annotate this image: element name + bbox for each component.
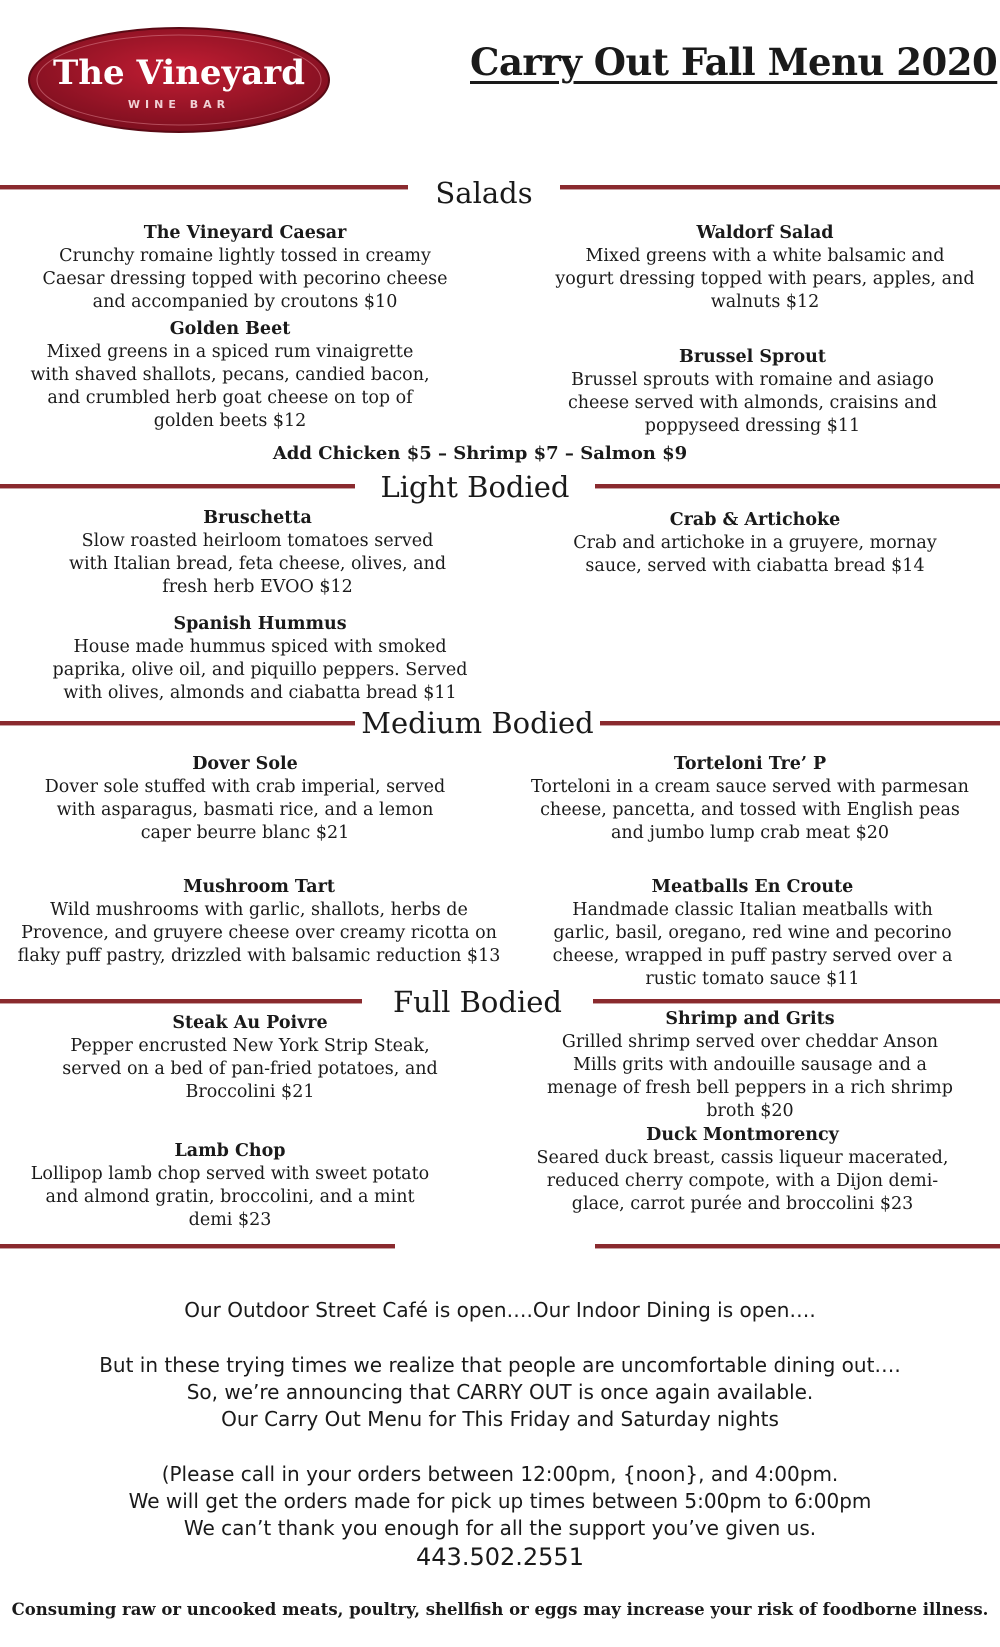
item-name: Bruschetta [203,508,312,528]
menu-item [525,1124,960,1216]
footer-line: But in these trying times we realize that people are uncomfortable dining out…. [99,1353,901,1377]
item-desc: Crab and artichoke in a gruyere, mornay sauce, served with ciabatta bread $14 [573,533,937,576]
menu-item [550,876,955,991]
divider [0,999,362,1004]
item-desc: Wild mushrooms with garlic, shallots, herbs de Provence, and gruyere cheese over creamy ricotta on flaky puff pastry, drizzled with balsamic reduction $13 [17,900,501,966]
item-desc: Seared duck breast, cassis liqueur macerated, reduced cherry compote, with a Dijon demi-glace, carrot purée and broccolini $23 [536,1148,949,1214]
item-name: The Vineyard Caesar [143,223,347,243]
footer-line: Our Outdoor Street Café is open….Our Indoor Dining is open…. [184,1298,816,1322]
menu-item [545,509,965,578]
menu-item [30,1140,430,1232]
divider [0,721,355,726]
item-desc: Torteloni in a cream sauce served with parmesan cheese, pancetta, and tossed with English peas and jumbo lump crab meat $20 [531,777,969,843]
logo [24,24,334,136]
menu-item [30,318,430,433]
item-name: Shrimp and Grits [665,1009,835,1029]
section-salads-heading: Salads [435,176,533,210]
divider [0,1244,395,1249]
menu-item [60,507,455,599]
menu-item [530,753,970,845]
logo-name: The Vineyard [52,53,306,93]
section-medium-heading: Medium Bodied [361,706,594,740]
item-desc: Slow roasted heirloom tomatoes served with Italian bread, feta cheese, olives, and fresh herb EVOO $12 [68,531,447,597]
item-name: Spanish Hummus [173,614,347,634]
menu-item [555,222,975,314]
item-name: Golden Beet [169,319,291,339]
food-disclaimer: Consuming raw or uncooked meats, poultry, shellfish or eggs may increase your risk of foodborne illness. [11,1600,989,1619]
section-light-heading: Light Bodied [380,470,570,504]
divider [0,185,408,190]
menu-item [545,346,960,438]
item-name: Brussel Sprout [679,347,826,367]
footer-line: We can’t thank you enough for all the support you’ve given us. [183,1516,817,1540]
footer-line: We will get the orders made for pick up times between 5:00pm to 6:00pm [128,1489,872,1513]
item-name: Torteloni Tre’ P [673,754,827,774]
salad-addons: Add Chicken $5 – Shrimp $7 – Salmon $9 [272,443,688,464]
item-desc: Crunchy romaine lightly tossed in creamy Caesar dressing topped with pecorino cheese and accompanied by croutons $10 [42,246,448,312]
menu-item [50,1012,450,1104]
item-name: Dover Sole [192,754,298,774]
item-name: Crab & Artichoke [669,510,841,530]
menu-item [545,1008,955,1123]
footer-line: Our Carry Out Menu for This Friday and Saturday nights [221,1407,779,1431]
section-full-heading: Full Bodied [393,985,562,1019]
menu-item [40,613,480,705]
menu-item [14,876,504,968]
footer-line: (Please call in your orders between 12:00pm, {noon}, and 4:00pm. [161,1462,839,1486]
divider [595,1244,1000,1249]
divider [0,484,355,489]
item-desc: Brussel sprouts with romaine and asiago cheese served with almonds, craisins and poppyseed dressing $11 [567,370,938,436]
menu-item [40,753,450,845]
item-desc: Pepper encrusted New York Strip Steak, served on a bed of pan-fried potatoes, and Broccolini $21 [62,1036,438,1102]
page-title: Carry Out Fall Menu 2020 [470,40,998,84]
item-desc: Dover sole stuffed with crab imperial, served with asparagus, basmati rice, and a lemon caper beurre blanc $21 [44,777,446,843]
item-desc: Handmade classic Italian meatballs with garlic, basil, oregano, red wine and pecorino cheese, wrapped in puff pastry served over a rustic tomato sauce $11 [552,900,953,989]
item-desc: Grilled shrimp served over cheddar Anson Mills grits with andouille sausage and a menage of fresh bell peppers in a rich shrimp broth $20 [547,1032,953,1121]
item-desc: Lollipop lamb chop served with sweet potato and almond gratin, broccolini, and a mint demi $23 [30,1164,430,1230]
divider [600,721,1000,726]
item-name: Meatballs En Croute [651,877,854,897]
item-desc: Mixed greens with a white balsamic and yogurt dressing topped with pears, apples, and walnuts $12 [555,246,975,312]
divider [593,999,1000,1004]
logo-graphic [24,24,334,136]
item-desc: House made hummus spiced with smoked paprika, olive oil, and piquillo peppers. Served with olives, almonds and ciabatta bread $11 [52,637,468,703]
item-desc: Mixed greens in a spiced rum vinaigrette with shaved shallots, pecans, candied bacon, and crumbled herb goat cheese on top of golden beets $12 [30,342,430,431]
divider [560,185,1000,190]
item-name: Mushroom Tart [183,877,335,897]
divider [595,484,1000,489]
logo-sub: WINE BAR [127,98,231,111]
menu-item [30,222,460,314]
item-name: Waldorf Salad [696,223,834,243]
item-name: Lamb Chop [174,1141,286,1161]
item-name: Duck Montmorency [646,1125,839,1145]
item-name: Steak Au Poivre [172,1013,328,1033]
footer-line: So, we’re announcing that CARRY OUT is once again available. [186,1380,814,1404]
phone-number[interactable]: 443.502.2551 [416,1543,584,1571]
